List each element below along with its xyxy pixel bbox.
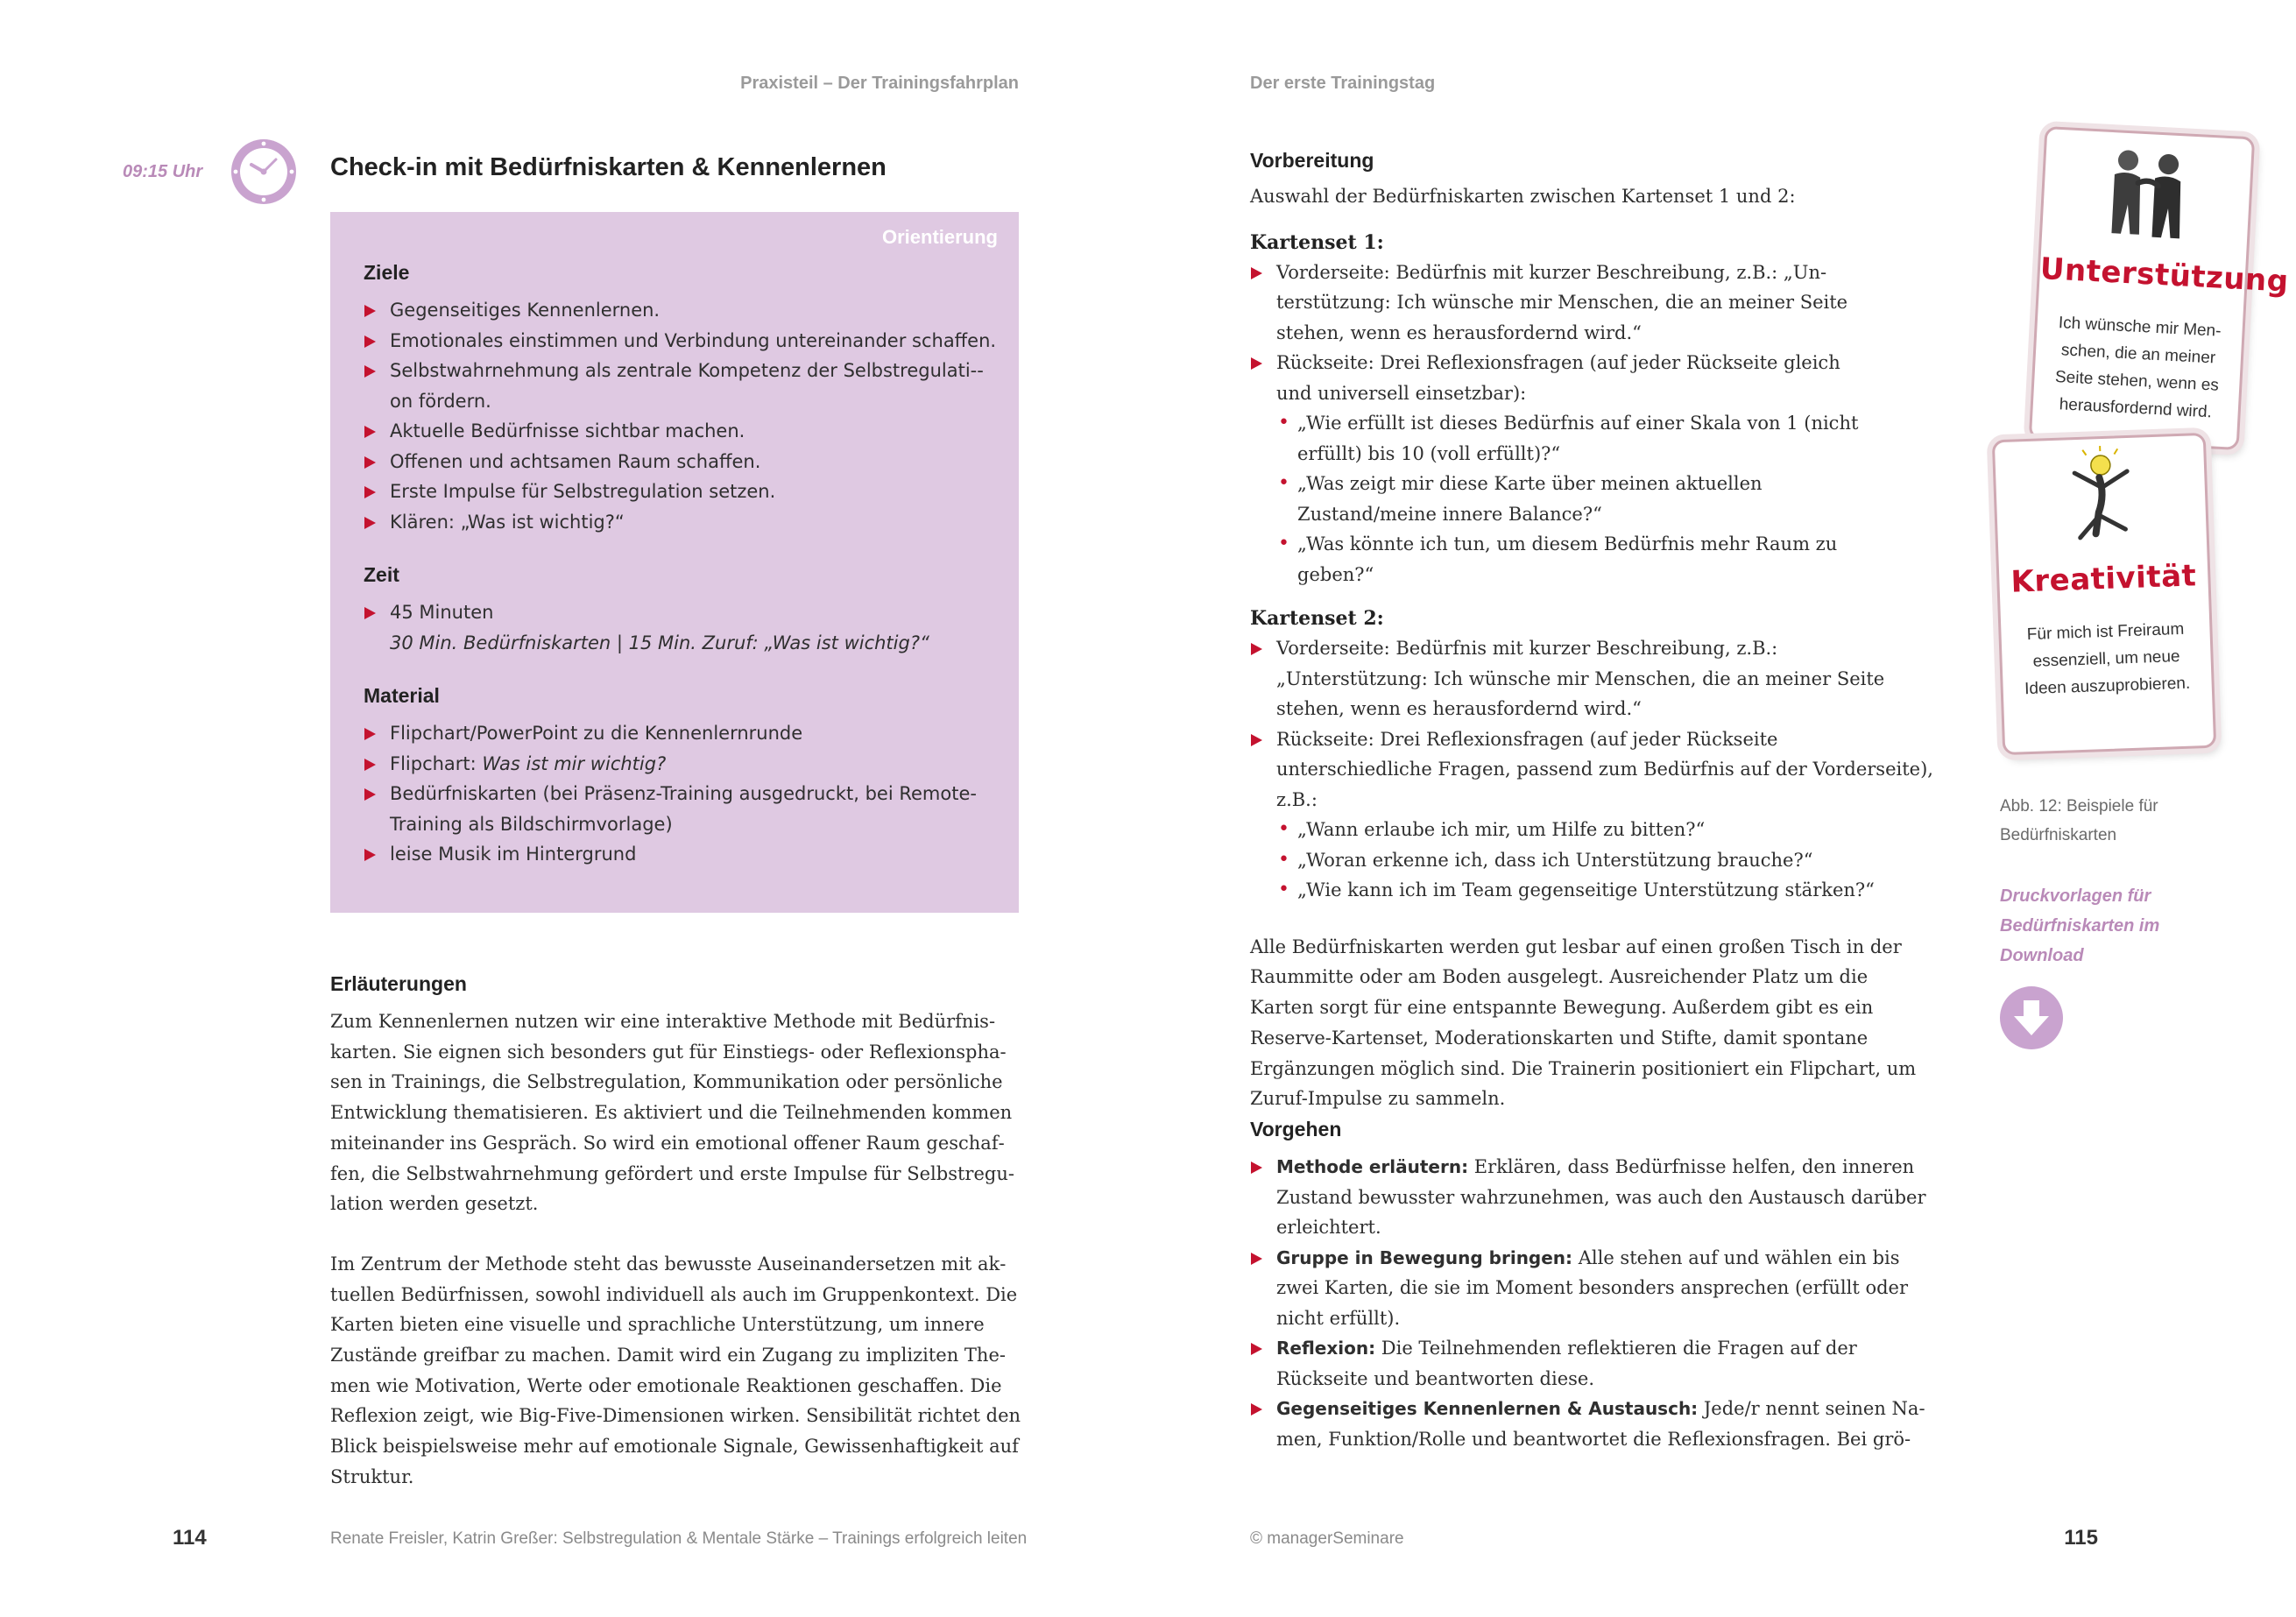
cardset-1-back: Rückseite: Drei Reflexionsfragen (auf jeder Rückseite gleich und universell einsetzbar): bbox=[1250, 348, 1854, 408]
goal-item: Aktuelle Bedürfnisse sichtbar machen. bbox=[364, 416, 998, 447]
material-item-prefix: Flipchart: bbox=[390, 752, 483, 774]
need-card-support bbox=[2029, 126, 2290, 450]
duration-detail: 30 Min. Bedürfniskarten | 15 Min. Zuruf: „Was ist wichtig?“ bbox=[390, 632, 929, 653]
explanations-paragraph: Im Zentrum der Methode steht das bewusste Auseinandersetzen mit aktuellen Bedürfnissen, sowohl individuell als auch im Gruppenkontext. Die Karten bieten eine visuelle und sprachliche Unterstützung, um innere Zustände greifbar zu machen. Damit wird ein Zugang zu impliziten Themen wie Motivation, Werte oder emotionale Reaktionen geschaffen. Die Reflexion zeigt, wie Big-Five-Dimensionen wirken. Sensibilität richtet den Blick beispielsweise mehr auf emotionale Signale, Gewissenhaftigkeit auf Struktur. bbox=[330, 1253, 1021, 1487]
procedure-step bbox=[1250, 1152, 1933, 1243]
procedure-step-label: Methode erläutern: bbox=[1276, 1156, 1469, 1177]
right-page bbox=[1121, 0, 2290, 1617]
cardset-2-back: Rückseite: Drei Reflexionsfragen (auf jeder Rückseite unterschiedliche Fragen, passend zum Bedürfnis auf der Vorderseite), z.B.: bbox=[1250, 724, 1933, 816]
material-heading: Material bbox=[364, 684, 440, 707]
cardset-1-front: Vorderseite: Bedürfnis mit kurzer Beschreibung, z.B.: „Unterstützung: Ich wünsche mir Menschen, die an meiner Seite stehen, wenn es herausfordernd wird.“ bbox=[1250, 258, 1854, 349]
procedure-step-text: Erklären, dass Bedürfnisse helfen, den inneren Zustand bewusster wahrzunehmen, was auch den Austausch darüber erleichtert. bbox=[1276, 1156, 1926, 1238]
orientation-box bbox=[330, 212, 1019, 913]
material-item-italic: Was ist mir wichtig? bbox=[482, 752, 667, 774]
explanations-section bbox=[330, 972, 1022, 1493]
procedure-step bbox=[1250, 1333, 1933, 1394]
time-item bbox=[364, 597, 998, 658]
procedure-step-label: Reflexion: bbox=[1276, 1338, 1376, 1359]
clock-icon bbox=[230, 138, 297, 205]
cardset-2-label: Kartenset 2: bbox=[1250, 607, 1384, 631]
page-number-left: 114 bbox=[173, 1526, 207, 1550]
download-note: Druckvorlagen für Bedürfniskarten im Download bbox=[2000, 886, 2160, 965]
explanations-paragraph: Zum Kennenlernen nutzen wir eine interaktive Methode mit Bedürfniskarten. Sie eignen sich besonders gut für Einstiegs- oder Reflexionsphasen in Trainings, die Selbstregulation, Kommunikation oder persönliche Entwicklung thematisieren. Es aktiviert und die Teilnehmenden kommen miteinander ins Gespräch. So wird ein emotional offener Raum geschaffen, die Selbstwahrnehmung gefördert und erste Impulse für Selbstregulation werden gesetzt. bbox=[330, 1011, 1014, 1215]
cardset-2-question: • „Wie kann ich im Team gegenseitige Unterstützung stärken?“ bbox=[1276, 875, 1960, 906]
procedure-step bbox=[1250, 1394, 1933, 1454]
footer-left: Renate Freisler, Katrin Greßer: Selbstregulation & Mentale Stärke – Trainings erfolgreich leiten bbox=[330, 1529, 1028, 1548]
time-section bbox=[364, 563, 998, 658]
material-item bbox=[364, 749, 998, 780]
goal-item: Emotionales einstimmen und Verbindung untereinander schaffen. bbox=[364, 326, 998, 357]
procedure-step-text: Die Teilnehmenden reflektieren die Fragen auf der Rückseite und beantworten diese. bbox=[1276, 1338, 1857, 1389]
left-page bbox=[0, 0, 1121, 1617]
preparation-lead: Auswahl der Bedürfniskarten zwischen Kartenset 1 und 2: bbox=[1250, 186, 1796, 207]
goals-section bbox=[364, 261, 998, 537]
goal-item: Erste Impulse für Selbstregulation setzen. bbox=[364, 477, 998, 507]
running-head-right: Der erste Trainingstag bbox=[1250, 74, 1436, 93]
material-item: leise Musik im Hintergrund bbox=[364, 839, 998, 870]
cardset-2-question: • „Wann erlaube ich mir, um Hilfe zu bitten?“ bbox=[1276, 815, 1960, 845]
lightbulb-figure-icon bbox=[2047, 444, 2156, 553]
procedure-step-label: Gegenseitiges Kennenlernen & Austausch: bbox=[1276, 1398, 1699, 1419]
download-arrow-icon[interactable] bbox=[2000, 986, 2063, 1049]
goal-item: Offenen und achtsamen Raum schaffen. bbox=[364, 447, 998, 477]
page-number-right: 115 bbox=[2064, 1526, 2098, 1550]
card-text: Für mich ist Freiraum essenziell, um neue Ideen auszuprobieren. bbox=[2024, 619, 2191, 699]
preparation-heading: Vorbereitung bbox=[1250, 149, 1374, 172]
support-figures-icon bbox=[2088, 144, 2204, 251]
cardset-2-front: Vorderseite: Bedürfnis mit kurzer Beschreibung, z.B.: „Unterstützung: Ich wünsche mir Menschen, die an meiner Seite stehen, wenn es herausfordernd wird.“ bbox=[1250, 633, 1933, 724]
cardset-1-question: • „Was könnte ich tun, um diesem Bedürfnis mehr Raum zu geben?“ bbox=[1276, 529, 1881, 590]
procedure-step-label: Gruppe in Bewegung bringen: bbox=[1276, 1246, 1573, 1268]
cardset-1-label: Kartenset 1: bbox=[1250, 230, 1384, 254]
goals-heading: Ziele bbox=[364, 261, 410, 284]
procedure-step-text: Alle stehen auf und wählen ein bis zwei Karten, die sie im Moment besonders ansprechen (erfüllt oder nicht erfüllt). bbox=[1276, 1246, 1909, 1329]
orientation-tag: Orientierung bbox=[881, 226, 998, 248]
procedure-step bbox=[1250, 1243, 1933, 1334]
need-card-creativity bbox=[1992, 433, 2216, 755]
card-word: Kreativität bbox=[2010, 558, 2197, 600]
page-title: Check-in mit Bedürfniskarten & Kennenlernen bbox=[330, 153, 887, 181]
card-text: Ich wünsche mir Men-schen, die an meiner Seite stehen, wenn es herausfordernd wird. bbox=[2054, 314, 2222, 422]
goal-item: Selbstwahrnehmung als zentrale Kompetenz der Selbstregulati-on fördern. bbox=[364, 356, 998, 416]
procedure-section bbox=[1250, 1118, 1933, 1454]
card-word: Unterstützung bbox=[2038, 251, 2290, 300]
duration: 45 Minuten bbox=[390, 602, 494, 623]
goal-item: Klären: „Was ist wichtig?“ bbox=[364, 507, 998, 538]
figure-caption: Abb. 12: Beispiele für Bedürfniskarten bbox=[2000, 797, 2158, 844]
cardset-1-question: • „Was zeigt mir diese Karte über meinen aktuellen Zustand/meine innere Balance?“ bbox=[1276, 469, 1881, 529]
footer-right: © managerSeminare bbox=[1250, 1529, 1404, 1548]
cardset-2-question: • „Woran erkenne ich, dass ich Unterstützung brauche?“ bbox=[1276, 845, 1960, 876]
preparation-paragraph: Alle Bedürfniskarten werden gut lesbar auf einen großen Tisch in der Raummitte oder am Boden ausgelegt. Ausreichender Platz um die Karten sorgt für eine entspannte Bewegung. Außerdem gibt es ein Reserve-Kartenset, Moderationskarten und Stifte, damit spontane Ergänzungen möglich sind. Die Trainerin positioniert ein Flipchart, um Zuruf-Impulse zu sammeln. bbox=[1250, 936, 1917, 1110]
time-heading: Zeit bbox=[364, 563, 399, 586]
time-label: 09:15 Uhr bbox=[123, 162, 203, 181]
procedure-step-text: Jede/r nennt seinen Namen, Funktion/Rolle und beantwortet die Reflexionsfragen. Bei grö- bbox=[1276, 1398, 1925, 1450]
goal-item: Gegenseitiges Kennenlernen. bbox=[364, 295, 998, 326]
material-item: Bedürfniskarten (bei Präsenz-Training ausgedruckt, bei Remote-Training als Bildschirmvorlage) bbox=[364, 779, 998, 839]
cardset-1-question: • „Wie erfüllt ist dieses Bedürfnis auf einer Skala von 1 (nicht erfüllt) bis 10 (voll erfüllt)?“ bbox=[1276, 408, 1881, 469]
procedure-heading: Vorgehen bbox=[1250, 1118, 1342, 1140]
material-item: Flipchart/PowerPoint zu die Kennenlernrunde bbox=[364, 718, 998, 749]
material-section bbox=[364, 684, 998, 870]
explanations-heading: Erläuterungen bbox=[330, 972, 467, 995]
running-head-left: Praxisteil – Der Trainingsfahrplan bbox=[740, 74, 1019, 93]
